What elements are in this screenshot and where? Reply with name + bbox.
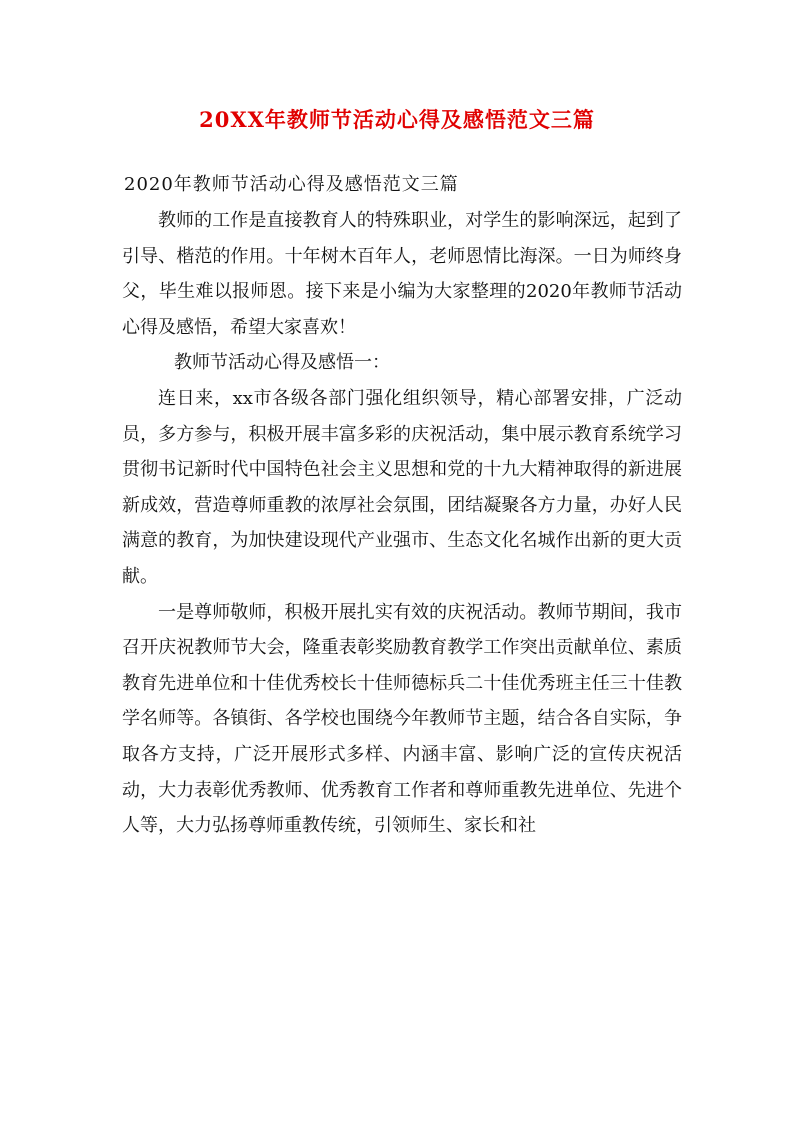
- intro-paragraph: 教师的工作是直接教育人的特殊职业，对学生的影响深远，起到了引导、楷范的作用。十年树木百年人，老师恩情比海深。一日为师终身父，毕生难以报师恩。接下来是小编为大家整理的2020年教师节活动心得及感悟，希望大家喜欢！: [122, 210, 682, 338]
- section-heading: 教师节活动心得及感悟一：: [174, 352, 390, 374]
- document-subtitle: 2020年教师节活动心得及感悟范文三篇: [124, 174, 459, 195]
- body-paragraph: 连日来，xx市各级各部门强化组织领导，精心部署安排，广泛动员，多方参与，积极开展丰富多彩的庆祝活动，集中展示教育系统学习贯彻书记新时代中国特色社会主义思想和党的十九大精神取得的新进展新成效，营造尊师重教的浓厚社会氛围，团结凝聚各方力量，办好人民满意的教育，为加快建设现代产业强市、生态文化名城作出新的更大贡献。: [122, 387, 682, 587]
- body-paragraph: 一是尊师敬师，积极开展扎实有效的庆祝活动。教师节期间，我市召开庆祝教师节大会，隆重表彰奖励教育教学工作突出贡献单位、素质教育先进单位和十佳优秀校长十佳师德标兵二十佳优秀班主任三十佳教学名师等。各镇街、各学校也围绕今年教师节主题，结合各自实际，争取各方支持，广泛开展形式多样、内涵丰富、影响广泛的宣传庆祝活动，大力表彰优秀教师、优秀教育工作者和尊师重教先进单位、先进个人等，大力弘扬尊师重教传统，引领师生、家长和社: [122, 601, 682, 837]
- document-title: 20XX年教师节活动心得及感悟范文三篇: [199, 107, 595, 132]
- document-body: [122, 203, 682, 844]
